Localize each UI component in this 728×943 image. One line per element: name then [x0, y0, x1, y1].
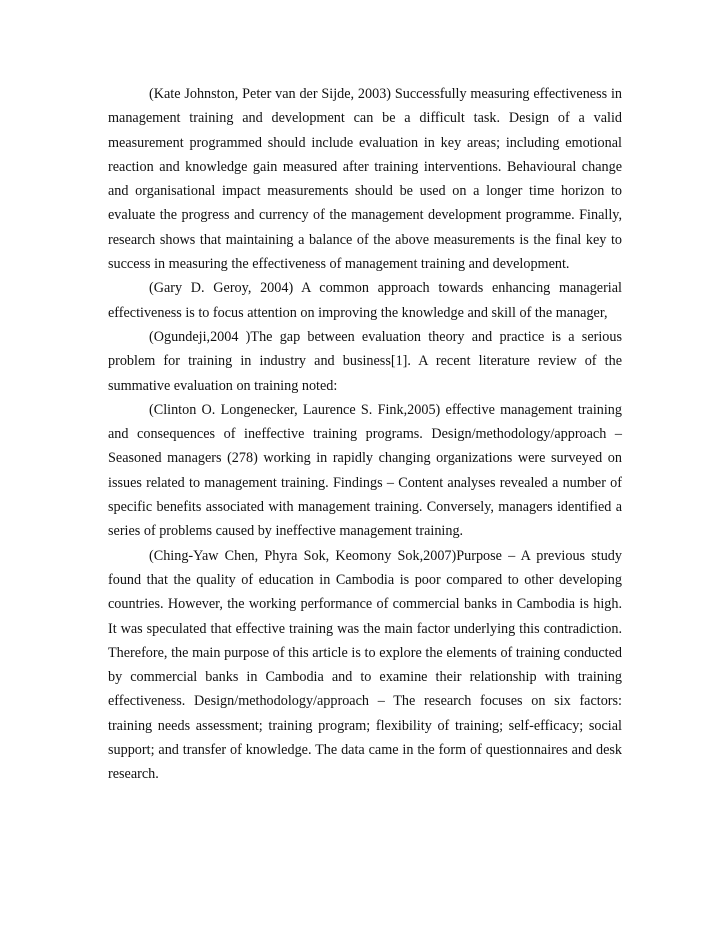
document-body: [108, 82, 622, 787]
paragraph-geroy: (Gary D. Geroy, 2004) A common approach towards enhancing managerial effectiveness is to focus attention on improving the knowledge and skill of the manager,: [108, 280, 622, 321]
paragraph-longenecker: (Clinton O. Longenecker, Laurence S. Fink,2005) effective management training and consequences of ineffective training programs. Design/methodology/approach – Seasoned managers (278) working in rapidly changing organizations were surveyed on issues related to management training. Findings – Content analyses revealed a number of specific benefits associated with management training. Conversely, managers identified a series of problems caused by ineffective management training.: [108, 401, 622, 540]
paragraph-ogundeji: (Ogundeji,2004 )The gap between evaluation theory and practice is a serious problem for training in industry and business[1]. A recent literature review of the summative evaluation on training noted:: [108, 328, 622, 394]
paragraph-johnston: (Kate Johnston, Peter van der Sijde, 2003) Successfully measuring effectiveness in management training and development can be a difficult task. Design of a valid measurement programmed should include evaluation in key areas; including emotional reaction and knowledge gain measured after training interventions. Behavioural change and organisational impact measurements should be used on a longer time horizon to evaluate the progress and currency of the management development programme. Finally, research shows that maintaining a balance of the above measurements is the final key to success in measuring the effectiveness of management training and development.: [108, 86, 622, 273]
paragraph-chen: (Ching-Yaw Chen, Phyra Sok, Keomony Sok,2007)Purpose – A previous study found that the quality of education in Cambodia is poor compared to other developing countries. However, the working performance of commercial banks in Cambodia is high. It was speculated that effective training was the main factor underlying this contradiction. Therefore, the main purpose of this article is to explore the elements of training conducted by commercial banks in Cambodia and to examine their relationship with training effectiveness. Design/methodology/approach – The research focuses on six factors: training needs assessment; training program; flexibility of training; self-efficacy; social support; and transfer of knowledge. The data came in the form of questionnaires and desk research.: [108, 547, 622, 783]
